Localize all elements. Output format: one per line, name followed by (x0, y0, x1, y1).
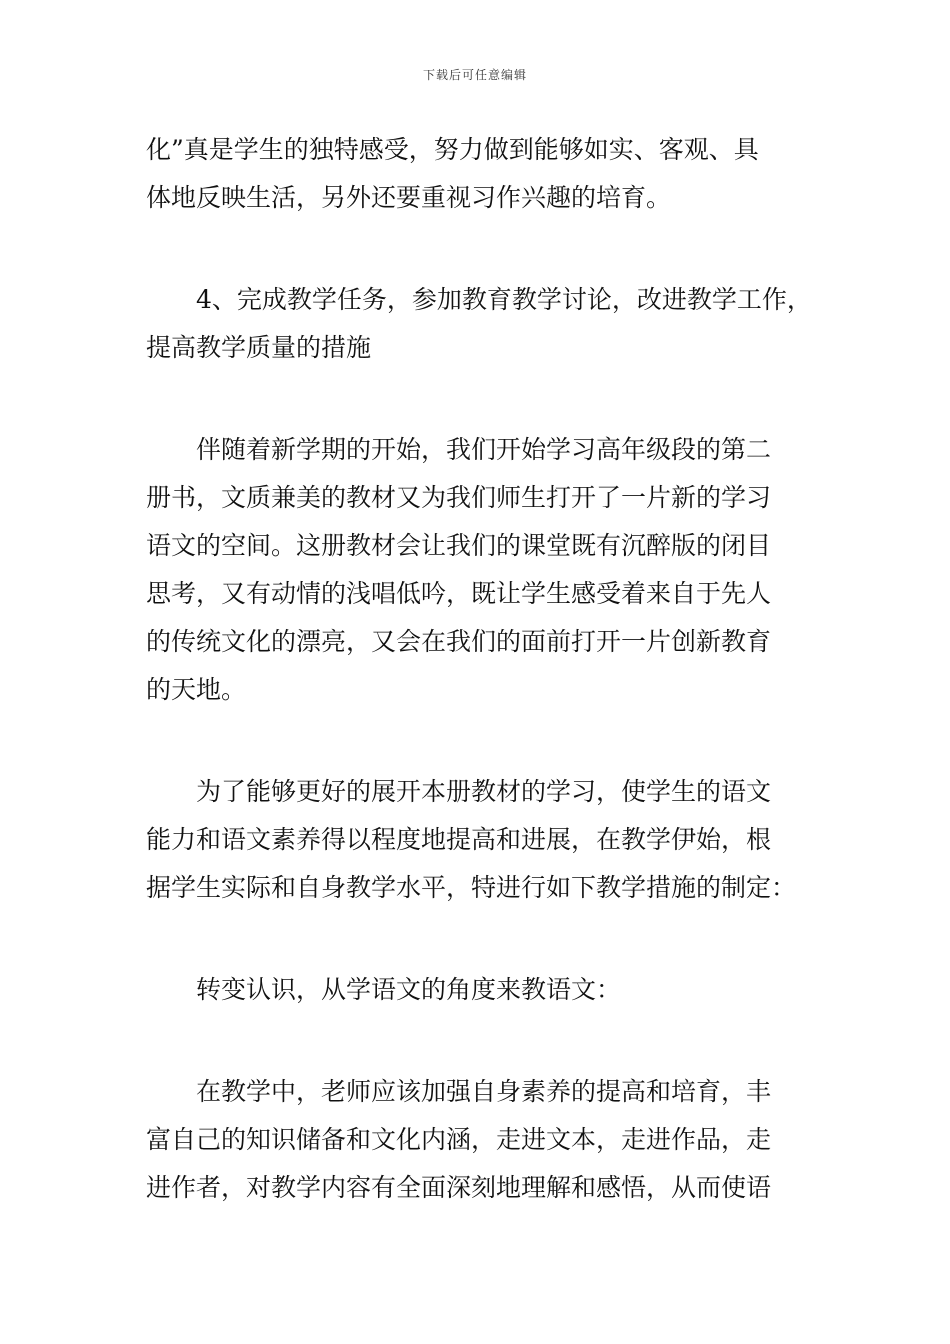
paragraph-spacer (146, 714, 810, 768)
paragraph-line: 为了能够更好的展开本册教材的学习，使学生的语文 (196, 777, 772, 806)
paragraph-line: 进作者，对教学内容有全面深刻地理解和感悟，从而使语 (146, 1173, 772, 1202)
paragraph-line: 化”真是学生的独特感受，努力做到能够如实、客观、具 (146, 135, 759, 164)
paragraph-line: 的传统文化的漂亮，又会在我们的面前打开一片创新教育 (146, 627, 772, 656)
paragraph-3 (146, 426, 810, 714)
paragraph-line: 能力和语文素养得以程度地提高和进展，在教学伊始，根 (146, 825, 772, 854)
paragraph-line: 思考，又有动情的浅唱低吟，既让学生感受着来自于先人 (146, 579, 772, 608)
paragraph-2-heading (146, 276, 810, 372)
paragraph-1 (146, 126, 810, 222)
paragraph-4 (146, 768, 810, 912)
document-body (146, 126, 810, 1212)
paragraph-spacer (146, 372, 810, 426)
paragraph-line: 提高教学质量的措施 (146, 333, 372, 362)
paragraph-line: 的天地。 (146, 675, 247, 704)
paragraph-line: 据学生实际和自身教学水平，特进行如下教学措施的制定： (146, 873, 797, 902)
paragraph-line: 4、完成教学任务，参加教育教学讨论，改进教学工作， (196, 285, 812, 314)
paragraph-line: 在教学中，老师应该加强自身素养的提高和培育，丰 (196, 1077, 772, 1106)
paragraph-spacer (146, 222, 810, 276)
paragraph-line: 转变认识，从学语文的角度来教语文： (196, 975, 622, 1004)
paragraph-line: 册书，文质兼美的教材又为我们师生打开了一片新的学习 (146, 483, 772, 512)
paragraph-line: 伴随着新学期的开始，我们开始学习高年级段的第二 (196, 435, 772, 464)
paragraph-spacer (146, 1014, 810, 1068)
paragraph-spacer (146, 912, 810, 966)
paragraph-5 (146, 966, 810, 1014)
paragraph-line: 富自己的知识储备和文化内涵，走进文本，走进作品，走 (146, 1125, 772, 1154)
page-header-note: 下载后可任意编辑 (422, 68, 527, 82)
paragraph-line: 体地反映生活，另外还要重视习作兴趣的培育。 (146, 183, 672, 212)
paragraph-6 (146, 1068, 810, 1212)
paragraph-line: 语文的空间。这册教材会让我们的课堂既有沉醉版的闭目 (146, 531, 772, 560)
